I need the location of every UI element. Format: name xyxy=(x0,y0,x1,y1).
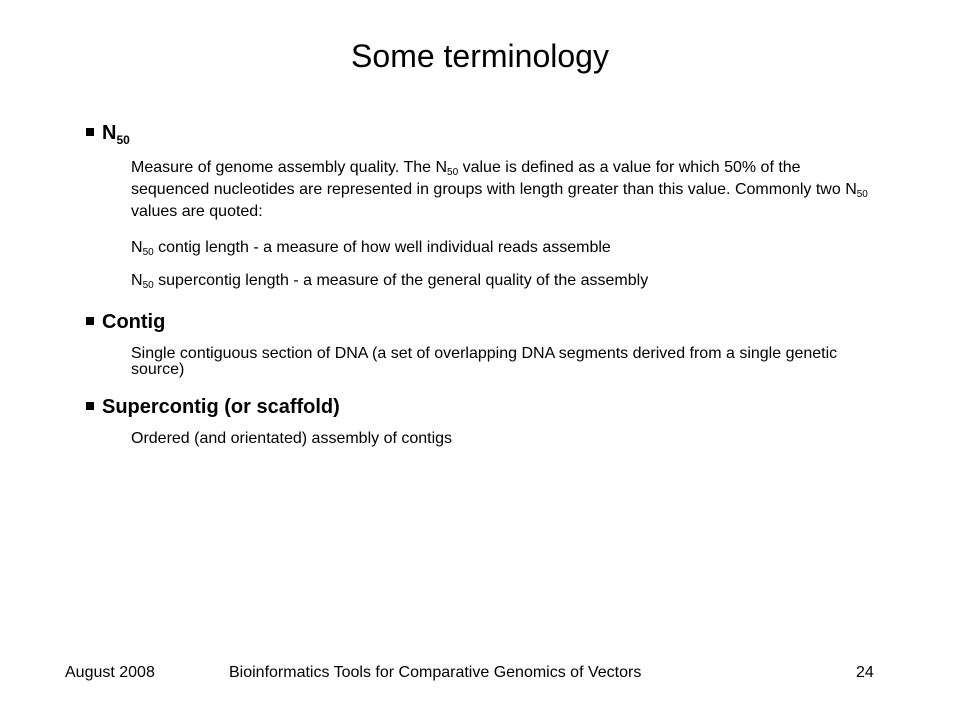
n50-definition: Measure of genome assembly quality. The $N_{50}$ value is defined as a value for which 50% of the sequenced nucleotides are represented in groups with length greater than this value. Commonly two $N_{50}$ values are quoted: xyxy=(131,159,868,220)
bullet-contig xyxy=(86,311,165,334)
contig-definition: Single contiguous section of DNA (a set of overlapping DNA segments derived from a single genetic source) xyxy=(131,345,838,378)
contig-heading: Contig xyxy=(102,311,166,333)
footer-page-number: 24 xyxy=(856,664,874,681)
supercontig-heading: Supercontig (or scaffold) xyxy=(102,396,340,418)
supercontig-definition: Ordered (and orientated) assembly of contigs xyxy=(131,430,453,447)
n50-contig-length: $N_{50}$ contig length - a measure of how well individual reads assemble xyxy=(131,239,611,258)
bullet-n50 xyxy=(86,122,130,145)
footer-date: August 2008 xyxy=(65,664,155,681)
square-bullet-icon xyxy=(86,128,94,136)
square-bullet-icon xyxy=(86,317,94,325)
n50-supercontig-length: $N_{50}$ supercontig length - a measure of the general quality of the assembly xyxy=(131,272,649,291)
n50-heading: $N_{50}$ xyxy=(102,122,130,147)
footer-title: Bioinformatics Tools for Comparative Genomics of Vectors xyxy=(229,664,642,681)
slide-title: Some terminology xyxy=(351,38,609,74)
bullet-supercontig xyxy=(86,396,340,419)
square-bullet-icon xyxy=(86,402,94,410)
